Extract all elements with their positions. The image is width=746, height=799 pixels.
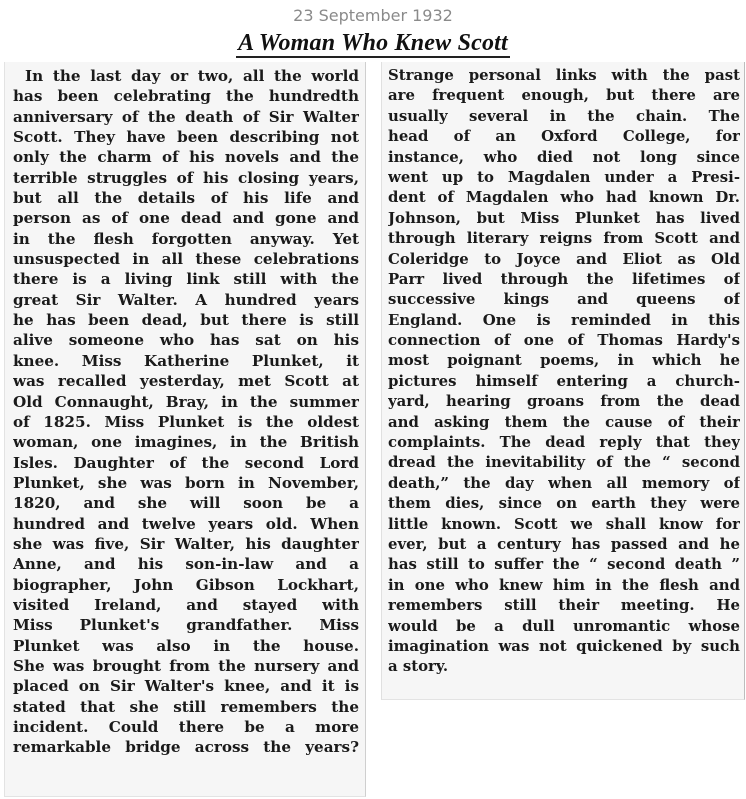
text-line: successive kings and queens of	[388, 290, 740, 309]
text-line: went up to Magdalen under a Presi-	[388, 167, 740, 186]
text-line: 1820, and she will soon be a	[13, 494, 359, 513]
text-line: Scott. They have been describing not	[13, 128, 359, 147]
text-line: hundred and twelve years old. When	[13, 514, 359, 533]
text-line: but all the details of his life and	[13, 189, 359, 208]
text-line: was recalled yesterday, met Scott at	[13, 372, 359, 391]
text-line: Isles. Daughter of the second Lord	[13, 453, 359, 472]
left-column	[4, 62, 366, 797]
text-line: complaints. The dead reply that they	[388, 433, 740, 452]
text-line: dread the inevitability of the “ second	[388, 453, 740, 472]
text-line: woman, one imagines, in the British	[13, 433, 359, 452]
text-line: She was brought from the nursery and	[13, 656, 359, 675]
right-column	[381, 62, 745, 700]
text-line: In the last day or two, all the world	[25, 67, 359, 85]
text-line: yard, hearing groans from the dead	[388, 392, 740, 411]
text-line: a story.	[388, 657, 448, 676]
text-line: through literary reigns from Scott and	[388, 229, 740, 248]
text-line: of 1825. Miss Plunket is the oldest	[13, 412, 359, 431]
text-line: Plunket was also in the house.	[13, 636, 359, 655]
text-line: Parr lived through the lifetimes of	[388, 269, 740, 288]
text-line: placed on Sir Walter's knee, and it is	[13, 677, 359, 696]
text-line: usually several in the chain. The	[388, 106, 740, 125]
text-line: head of an Oxford College, for	[388, 127, 740, 146]
text-line: remarkable bridge across the years?	[13, 738, 359, 757]
text-line: terrible struggles of his closing years,	[13, 168, 359, 187]
text-line: remembers still their meeting. He	[388, 596, 740, 615]
text-line: only the charm of his novels and the	[13, 148, 359, 167]
text-line: them dies, since on earth they were	[388, 494, 740, 513]
text-line: Anne, and his son-in-law and a	[13, 555, 359, 574]
text-line: person as of one dead and gone and	[13, 209, 359, 228]
text-line: ever, but a century has passed and he	[388, 534, 740, 553]
text-line: visited Ireland, and stayed with	[13, 595, 359, 614]
text-line: unsuspected in all these celebrations	[13, 250, 359, 269]
text-line: he has been dead, but there is still	[13, 311, 359, 330]
text-line: Old Connaught, Bray, in the summer	[13, 392, 359, 411]
text-line: little known. Scott we shall know for	[388, 514, 740, 533]
text-line: are frequent enough, but there are	[388, 86, 740, 105]
text-line: pictures himself entering a church-	[388, 371, 740, 390]
text-line: has still to suffer the “ second death ”	[388, 555, 740, 574]
text-line: biographer, John Gibson Lockhart,	[13, 575, 359, 594]
text-line: knee. Miss Katherine Plunket, it	[13, 351, 359, 370]
text-line: alive someone who has sat on his	[13, 331, 359, 350]
text-line: she was five, Sir Walter, his daughter	[13, 534, 359, 553]
text-line: most poignant poems, in which he	[388, 351, 740, 370]
text-line: Strange personal links with the past	[388, 66, 740, 84]
text-line: in one who knew him in the flesh and	[388, 575, 740, 594]
text-line: Plunket, she was born in November,	[13, 473, 359, 492]
text-line: dent of Magdalen who had known Dr.	[388, 188, 740, 207]
text-line: England. One is reminded in this	[388, 310, 740, 329]
text-line: would be a dull unromantic whose	[388, 616, 740, 635]
text-line: anniversary of the death of Sir Walter	[13, 107, 359, 126]
text-line: in the flesh forgotten anyway. Yet	[13, 229, 359, 248]
text-line: great Sir Walter. A hundred years	[13, 290, 359, 309]
text-line: death,” the day when all memory of	[388, 473, 740, 492]
text-line: there is a living link still with the	[13, 270, 359, 289]
text-line: incident. Could there be a more	[13, 718, 359, 736]
headline-text: A Woman Who Knew Scott	[238, 30, 508, 56]
text-line: Coleridge to Joyce and Eliot as Old	[388, 249, 740, 268]
text-line: stated that she still remembers the	[13, 697, 359, 716]
text-line: Miss Plunket's grandfather. Miss	[13, 616, 359, 635]
article-date: 23 September 1932	[293, 6, 453, 25]
article-headline	[0, 30, 746, 57]
text-line: connection of one of Thomas Hardy's	[388, 331, 740, 350]
text-line: has been celebrating the hundredth	[13, 87, 359, 106]
text-line: instance, who died not long since	[388, 147, 740, 166]
text-line: imagination was not quickened by such	[388, 636, 740, 655]
text-line: Johnson, but Miss Plunket has lived	[388, 208, 740, 227]
text-line: and asking them the cause of their	[388, 412, 740, 431]
